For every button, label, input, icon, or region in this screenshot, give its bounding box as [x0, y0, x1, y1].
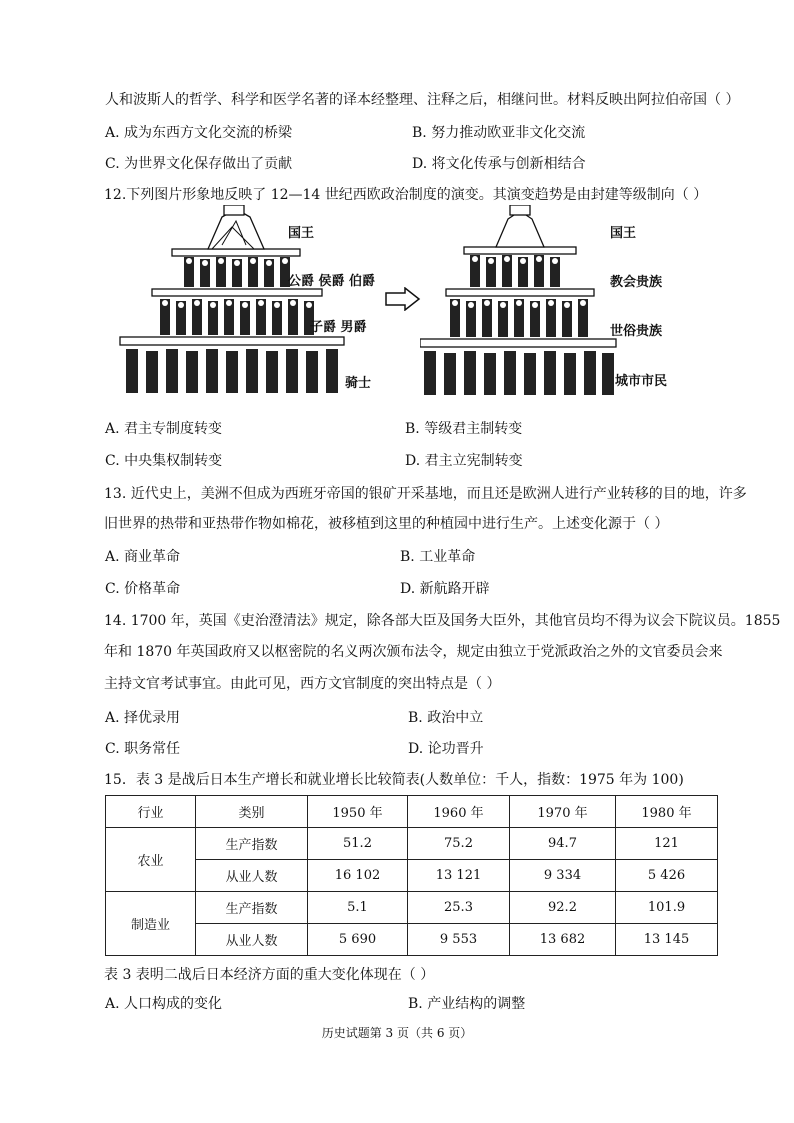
q12-option-c: C. 中央集权制转变	[105, 453, 223, 469]
q12-stem: 12.下列图片形象地反映了 12—14 世纪西欧政治制度的演变。其演变趋势是由封建等级制向（ ）	[104, 187, 708, 203]
q13-option-c: C. 价格革命	[105, 581, 181, 597]
value-cell: 5 426	[616, 860, 718, 892]
right-label-king: 国王	[610, 226, 637, 241]
category-cell: 生产指数	[196, 892, 308, 924]
q14-option-a: A. 择优录用	[105, 710, 181, 726]
feudal-pyramid-illustration	[112, 205, 352, 405]
table-row	[106, 892, 718, 924]
q14-option-b: B. 政治中立	[408, 710, 484, 726]
q13-option-b: B. 工业革命	[400, 549, 476, 565]
q14-option-c: C. 职务常任	[105, 741, 181, 757]
table-header-row	[106, 796, 718, 828]
left-label-dukes: 公爵 侯爵 伯爵	[288, 274, 376, 289]
q15-option-b: B. 产业结构的调整	[408, 996, 526, 1012]
q11-option-b: B. 努力推动欧亚非文化交流	[412, 125, 586, 141]
page-footer: 历史试题第 3 页（共 6 页）	[321, 1026, 473, 1040]
value-cell: 94.7	[510, 828, 616, 860]
right-label-lay-nobility: 世俗贵族	[610, 324, 663, 339]
estate-monarchy-illustration	[420, 205, 620, 405]
q12-option-d: D. 君主立宪制转变	[405, 453, 523, 469]
value-cell: 13 682	[510, 924, 616, 956]
category-cell: 生产指数	[196, 828, 308, 860]
table-row	[106, 924, 718, 956]
q12-option-a: A. 君主专制度转变	[105, 421, 223, 437]
right-label-burghers: 城市市民	[615, 374, 668, 389]
category-cell: 从业人数	[196, 924, 308, 956]
q13-option-a: A. 商业革命	[105, 549, 181, 565]
table-header-cell: 1970 年	[510, 796, 616, 828]
value-cell: 121	[616, 828, 718, 860]
q14-stem-line-3: 主持文官考试事宜。由此可见，西方文官制度的突出特点是（ ）	[104, 676, 501, 692]
table-row	[106, 860, 718, 892]
q13-stem-line-2: 旧世界的热带和亚热带作物如棉花，被移植到这里的种植园中进行生产。上述变化源于（ ）	[104, 516, 669, 532]
category-cell: 从业人数	[196, 860, 308, 892]
value-cell: 9 334	[510, 860, 616, 892]
right-arrow-icon	[385, 287, 421, 311]
q14-stem-line-1: 14. 1700 年，英国《吏治澄清法》规定，除各部大臣及国务大臣外，其他官员均不得为议会下院议员。1855	[104, 613, 781, 629]
q13-option-d: D. 新航路开辟	[400, 581, 490, 597]
table-header-cell: 1980 年	[616, 796, 718, 828]
table-header-cell: 类别	[196, 796, 308, 828]
value-cell: 75.2	[408, 828, 510, 860]
value-cell: 5 690	[308, 924, 408, 956]
q14-stem-line-2: 年和 1870 年英国政府又以枢密院的名义两次颁布法令，规定由独立于党派政治之外的文官委员会来	[104, 644, 723, 660]
table-header-cell: 1950 年	[308, 796, 408, 828]
q11-option-a: A. 成为东西方文化交流的桥梁	[105, 125, 293, 141]
value-cell: 5.1	[308, 892, 408, 924]
table-header-cell: 行业	[106, 796, 196, 828]
employment-production-table	[105, 795, 718, 956]
value-cell: 9 553	[408, 924, 510, 956]
q15-option-a: A. 人口构成的变化	[105, 996, 223, 1012]
right-label-clergy: 教会贵族	[610, 275, 663, 290]
q12-option-b: B. 等级君主制转变	[405, 421, 523, 437]
q11-option-c: C. 为世界文化保存做出了贡献	[105, 156, 293, 172]
left-label-knights: 骑士	[345, 376, 372, 391]
value-cell: 92.2	[510, 892, 616, 924]
value-cell: 16 102	[308, 860, 408, 892]
value-cell: 101.9	[616, 892, 718, 924]
q13-stem-line-1: 13. 近代史上，美洲不但成为西班牙帝国的银矿开采基地，而且还是欧洲人进行产业转移的目的地，许多	[104, 486, 747, 502]
left-label-viscounts: 子爵 男爵	[310, 320, 367, 335]
value-cell: 25.3	[408, 892, 510, 924]
table-row	[106, 828, 718, 860]
industry-cell: 制造业	[106, 892, 196, 956]
value-cell: 13 121	[408, 860, 510, 892]
q11-stem-tail: 人和波斯人的哲学、科学和医学名著的译本经整理、注释之后，相继问世。材料反映出阿拉伯帝国（ ）	[105, 92, 740, 108]
q14-option-d: D. 论功晋升	[408, 741, 484, 757]
value-cell: 51.2	[308, 828, 408, 860]
value-cell: 13 145	[616, 924, 718, 956]
left-label-king: 国王	[288, 226, 315, 241]
q11-option-d: D. 将文化传承与创新相结合	[412, 156, 586, 172]
table-header-cell: 1960 年	[408, 796, 510, 828]
q15-question: 表 3 表明二战后日本经济方面的重大变化体现在（ ）	[104, 967, 435, 983]
q15-stem: 15．表 3 是战后日本生产增长和就业增长比较简表(人数单位：千人，指数：1975 年为 100)	[104, 772, 684, 788]
industry-cell: 农业	[106, 828, 196, 892]
